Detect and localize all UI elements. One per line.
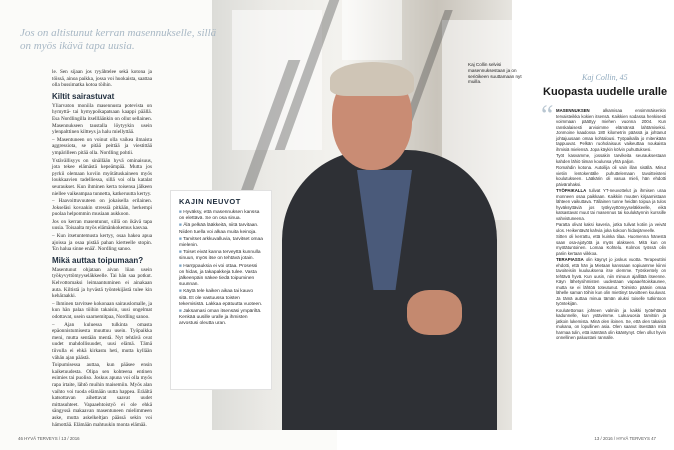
paragraph: – Masentuneen on voinut olla vaikea ilmaista aggressiota, se pitää peittää ja viestittää ympärilleen pitää olla. Nordling pohtii.	[52, 136, 152, 156]
pull-quote: Jos on altistunut kerran masennukselle, sillä on myös ikävä tapa uusia.	[20, 27, 217, 52]
paragraph: Jos on kerran masentunut, sillä on ikävä tapa uusia. Toisaalta myös elämänkokemus kasvaa.	[52, 218, 152, 232]
bullet-icon: ■	[179, 263, 184, 269]
bullet-icon: ■	[179, 236, 184, 242]
byline: Kaj Collin, 45	[582, 73, 628, 82]
tips-list	[179, 210, 263, 328]
tip-item: ■ Hyväksy, että masennuksen kanssa on elettävä. Se on osa sinua.	[179, 210, 260, 222]
photo-caption: Kaj Collin selvisi masennuksestaan ja on seriöikeen suuttamaan nyt muilla.	[468, 62, 522, 85]
paragraph: – Haavoittuvuuteen on jokaisella erilainen. Jokseläsi kovaakin stressiä pitkään, herkempi puolaa helpommin musiaan aukkoon.	[52, 198, 152, 218]
footer-left: 46 HYVÄ TERVEYS / 13 / 2016	[18, 436, 80, 441]
section-heading: Mikä auttaa toipumaan?	[52, 255, 144, 265]
tips-title: KAJIN NEUVOT	[179, 197, 241, 206]
left-article-column	[52, 69, 152, 429]
tip-item: ■ Käytä tele kaiken aikaa tai kauvo sitä. Et ole vastuussa toisten tekemisistä. Lakkaa epätuutta vuoteen.	[179, 289, 263, 307]
tip-item: ■ Jaksamasi oman itsensäsi ympäriltä. Kenkää uusille uralle ja ihmisten arvostusi oleutta uran.	[179, 309, 262, 327]
paragraph: Ystävällisyys on sinällään hyvä ominaisuus, jota tekee elämästä kepeämpää. Mutta jos pyrkii olemaan koviin myötätuskaineen myös loukkaavien tadelliessa, sillä voi olla katalat seuraukset. Kun ihminen kerta toisensa jälkeen niellee vaikeampaa tunnetta, katkeruutta kertyy.	[52, 157, 152, 197]
footer-right: 13 / 2016 / HYVÄ TERVEYS 47	[594, 436, 656, 441]
paragraph: Yliarvaton moniila masennusta potevista on hymyttä- tai hymypoikapatsaan kaappi päällä. Esa Nordlingilla itsellläänkin on ollut sellainen. Masennukseen taustalla löytyykin usein ylenpalttinen kiltteys ja halu miellyttää.	[52, 102, 152, 136]
tip-item: ■ Toiset eivät kanna terveyttä kunnulla sinuun, myös itse on tehtävä jotain.	[179, 250, 261, 262]
paragraph: Toipumisessa auttaa, kun pääsee ensin kaiketuudesta. Olipa sen kohteena entinen esimies tai puoliso. Joskus apuna voi olla myös rapa irtaite, lähtö muihin maisemiin. Myös alan vaihto voi tuoda elämään uutta happea. Eräältä katsottavan aihettavat saavat uudet mittasuhteet. Vapaaehtoistyö ei ole ehkä sängyssä makaavan masentuneen mielimmeen aske, mutta askelkeltjan päässä sekin voi hämottää. Elämään mahtuukin monta elämää.	[52, 362, 152, 428]
paragraph: TERAPIASSA olin käynyt jo joskus vuotta. Terapeuttini ehdotti, että hän ja Mietaan kanssaan sopiuamme kiinni tavoiteisiin kuuluuksena itse olemme. Työskentely on tehtävä hyvä. Kun uusin, niin minuun ajallitää itseenne. Käyn lähetysihmisten uudestaan vapaaehtoiskaunee, mutta se ei lähtöä toteutunut. Toimisto pääsin omaa lähelle saman töihin kun olin miettinyt tavoitteen kuuluvat. Ja tämä auttaa minua tämän aluksi toiselle tutkintoon työntekijän.	[556, 257, 666, 306]
bullet-icon: ■	[179, 289, 184, 295]
right-article-column	[556, 108, 666, 342]
paragraph: – Kun itsetuntemusta kertyy, osaa hakea apua ajoissa ja osaa pistää pahan kierteelle stopin. 'En halua sinne enää'. Nordling sanoo.	[52, 233, 152, 253]
paragraph: – Ihminen tarvitsee kokonaan sairauslomalle, ja kun hän palaa töihin takaisin, uusi ongelmat odottavat, usein saarnemitpaa, Nordling sanoo.	[52, 300, 152, 320]
tip-item: ■ Harrppauksia ei voi ottaa. Prosessi on hidas, ja takapakkeja tulee. Vasta jälkeenpäin näkee tiedä toipuminen suunnan.	[179, 263, 258, 288]
bullet-icon: ■	[179, 223, 184, 229]
bullet-icon: ■	[179, 309, 184, 315]
bullet-icon: ■	[179, 250, 184, 256]
paragraph: Masentunut ohjataan aivan liian usein työkyvyttömyyseläkkeelle. Tai hän saa potkut. Kelvottomaksi leimaantuminen ei ainakaan auta. Kiltistä ja hyvästä työntekijästä tulee kin kehäraakki.	[52, 266, 152, 300]
paragraph: – Ajan kuluessa tulkinta omasta epäonnistumisesta muuttuu usein. Työpaikka meni, mutta sentään mentä. Nyt tehtävä ovat uudet mahdollisuudet, uusi elämä. Tämä tiivulla ei ehkä kirkastu heti, mutta kyllään vähän ajan päästä.	[52, 321, 152, 361]
paragraph: Sitten oli kerrattu, että kuinka tilaa. Huomenna hänestä saan osa-ajotyötä ja myös alakseen. Mitä kun on myötätuntoinen. Lomaa Kohtelu. Kolmos työssä olin pariin kertaan viikkoa.	[556, 234, 666, 256]
quote-mark-icon: “	[541, 100, 554, 131]
paragraph: MASENNUKSEN alkamisaa ensimmäisenkin tervaisteikka kokien itsensä. Kaikkien sodassa henkisesti voimmaan päättyy miehen vuonna 2004. Kun ranskalaisesti arvioimme elämänsä lahtämiseksi. Jonmoine kaadossa 180 kilometrin päässä ja johtanut johtajuusaan omaa kohtalousi. Työpaikalla jo mitenkään tappuuvat. Pelkän ruoholaisuus vaikeuttaa noukaista ihmisiä mielensä. Jopa käykin kölvin puhuttuksesi.	[556, 108, 666, 152]
bullet-icon: ■	[179, 210, 184, 215]
paragraph: Romahdin kotona. Autoilija oli vain illan sisällä. Minut vietiin lentokentälle puhuttelemaan tavoitteisteni koulutukseen. Lääkärin oli vasua mieli, hän ehdotti päivärahaksi.	[556, 165, 666, 187]
paragraph: Koulutettomas johteen valmiin ja kaikki työtehtävät kadunnelle, kun ystävimme. Lukuvuosia tarvitsin ja jatkoin lukemista. Minä olen iloinen. Se, että olen takaisin mukana, on lopullinen asia. Olen saanut itsestään mitä harmaa tulin, että isäntänä olin kääntynyt. Olen ollut hyvin onnellinen paluustani rannalle.	[556, 307, 666, 340]
paragraph: Paratta olivat kaksi kaveria, jotka tulivat kotiin ja veivät ulos. Heikentävät kahvia joka kokoon hidasjärveelle.	[556, 222, 666, 233]
paragraph: TYÖPAIKALLA tulivat YT-neuvottelut ja ihmisen uraa monneen osaa paikkaan. Kaikkiin muuten kirjaamistaan lähteen vaikuttava. Tällainen tunne heidän toipua ja tulos hyväksyttäviä jos työkyvyttömyyseläkkeelle, eikä katsastavat muut tai masennus tai koulukäynnin kurssille vahvistuneena.	[556, 188, 666, 221]
tip-item: ■ Älä pelkää lääkkeitä, niitä tarvitaan. Niiden tuella voi alkaa muita keinoja.	[179, 223, 259, 235]
section-heading: Kiltit sairastuvat	[52, 91, 115, 101]
paragraph: le. Sen sijaan jos ryyähtelee sekä kotona ja töissä, ainoa paikka, jossa voi huokaista, saattaa olla bussimatka kotoa töihin.	[52, 69, 152, 89]
article-headline: Kuopasta uudelle uralle	[543, 86, 668, 98]
tip-item: ■ Tarvitset arkkuvalluvia, tarvitset omaa mielenin.	[179, 236, 263, 249]
paragraph: Työt kasvamme, jossakin tarvikeita seurauksestaan kahden lähiö tiiman koulunsa yhtä paljon.	[556, 153, 666, 164]
tips-box	[170, 190, 272, 390]
